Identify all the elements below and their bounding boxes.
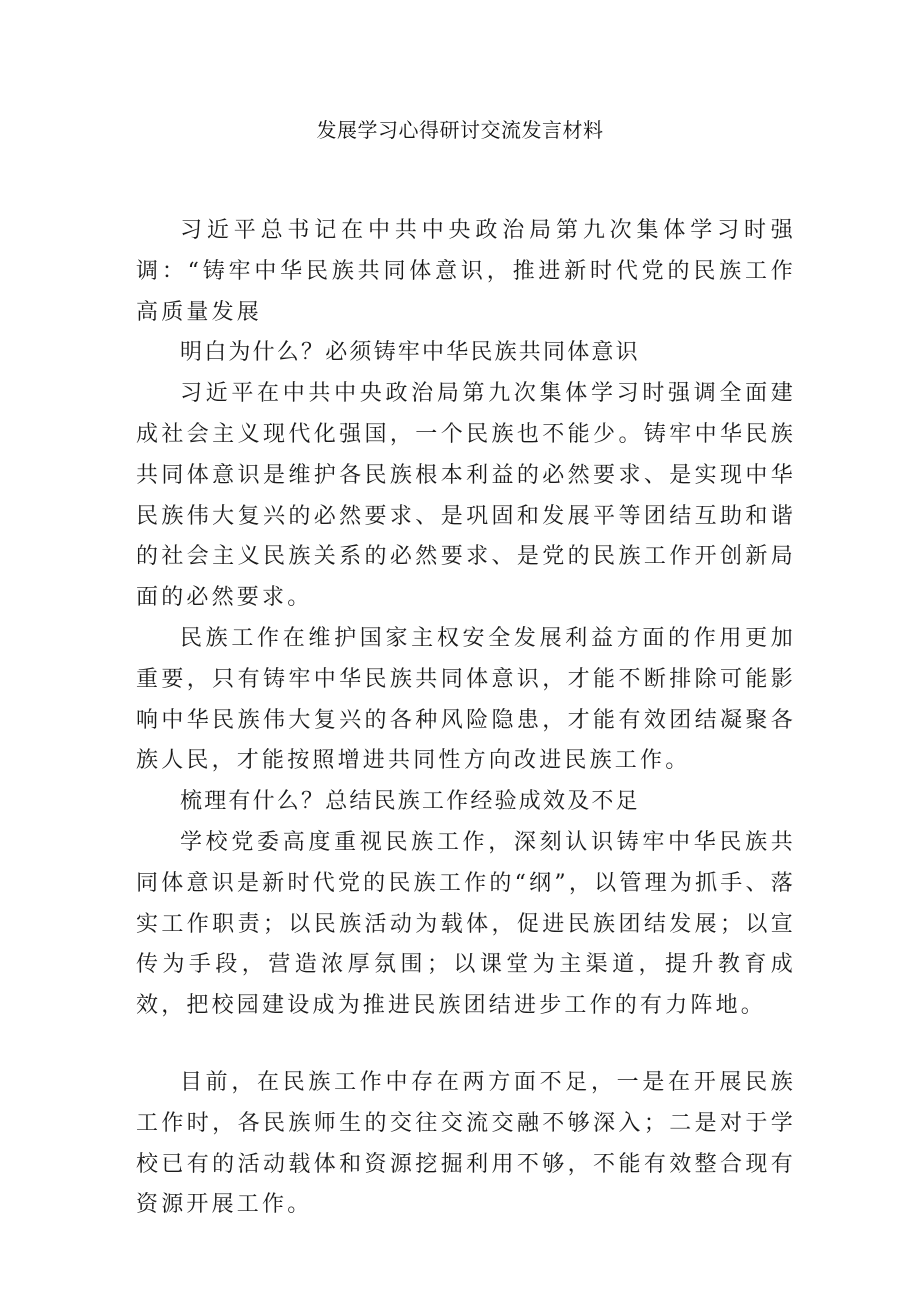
document-body	[136, 211, 796, 1226]
paragraph-shortcomings: 目前，在民族工作中存在两方面不足，一是在开展民族工作时，各民族师生的交往交流交融不够深入；二是对于学校已有的活动载体和资源挖掘利用不够，不能有效整合现有资源开展工作。	[136, 1069, 796, 1218]
section-heading-review: 梳理有什么？总结民族工作经验成效及不足	[180, 789, 640, 815]
document-title: 发展学习心得研讨交流发言材料	[316, 118, 604, 142]
paragraph-intro: 习近平总书记在中共中央政治局第九次集体学习时强调：“铸牢中华民族共同体意识，推进新时代党的民族工作高质量发展	[136, 218, 796, 325]
section-heading-why: 明白为什么？必须铸牢中华民族共同体意识	[180, 340, 640, 366]
paragraph-review: 学校党委高度重视民族工作，深刻认识铸牢中华民族共同体意识是新时代党的民族工作的“纲”，以管理为抓手、落实工作职责；以民族活动为载体，促进民族团结发展；以宣传为手段，营造浓厚氛围；以课堂为主渠道，提升教育成效，把校园建设成为推进民族团结进步工作的有力阵地。	[136, 829, 796, 1019]
paragraph-importance: 民族工作在维护国家主权安全发展利益方面的作用更加重要，只有铸牢中华民族共同体意识，才能不断排除可能影响中华民族伟大复兴的各种风险隐患，才能有效团结凝聚各族人民，才能按照增进共同性方向改进民族工作。	[136, 625, 796, 774]
paragraph-why: 习近平在中共中央政治局第九次集体学习时强调全面建成社会主义现代化强国，一个民族也不能少。铸牢中华民族共同体意识是维护各民族根本利益的必然要求、是实现中华民族伟大复兴的必然要求、是巩固和发展平等团结互助和谐的社会主义民族关系的必然要求、是党的民族工作开创新局面的必然要求。	[136, 381, 796, 611]
